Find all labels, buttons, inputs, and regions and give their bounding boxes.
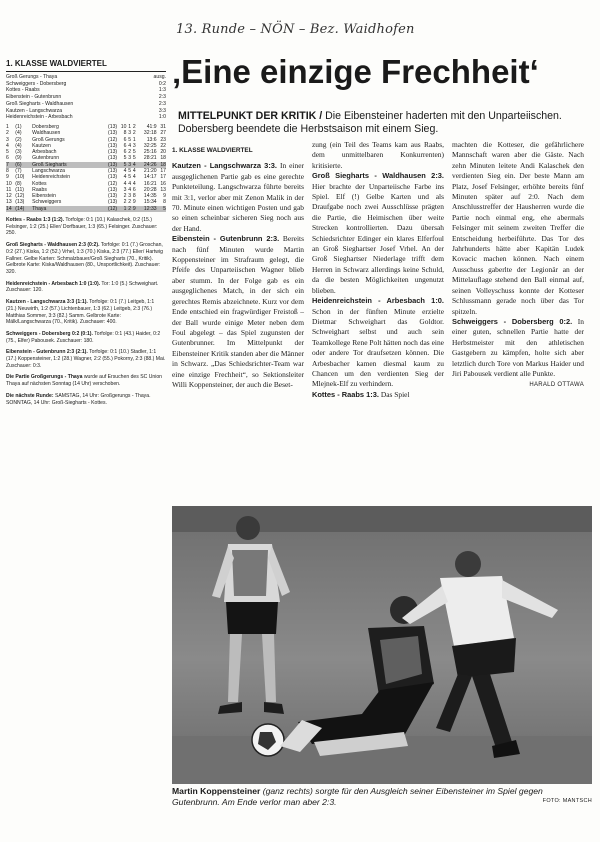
rank: 2	[6, 130, 9, 137]
match-report-body: Torfolge: 0:1 (7.) Leitgeb, 1:1 (21.) Neuwirth, 1:2 (57.) Lichtenbauer, 1:3 (62.) Leitgeb, 2:3 (76.) Matthias Sommer, 3:3 (82.) Samm. Gelbrote Karte: Mälk/Langschwarza (70., Kritik). Zuschauer: 400.	[6, 299, 155, 326]
photo-caption	[172, 786, 592, 808]
fixture-pair: Schweiggers - Dobersberg	[6, 80, 67, 87]
article-column-2	[312, 140, 444, 400]
subhead-kicker: MITTELPUNKT DER KRITIK /	[178, 110, 323, 122]
points: 17	[160, 174, 166, 181]
match-report-body: Tor: 1:0 (5.) Schweighart. Zuschauer: 120.	[6, 280, 159, 294]
team-name: Kottes	[32, 180, 47, 187]
draws: 4	[128, 186, 132, 193]
prev-rank: (1)	[15, 123, 22, 130]
goal-diff: 16:21	[143, 180, 157, 187]
prev-rank: (4)	[15, 142, 22, 149]
rank: 1	[6, 123, 9, 130]
prev-rank: (8)	[15, 180, 22, 187]
match-report-title: Kottes - Raabs 1:3 (1:2).	[6, 217, 65, 224]
headline: ‚Eine einzige Frechheit‘	[172, 53, 539, 90]
losses: 3	[132, 142, 136, 149]
goal-diff: 32:25	[143, 142, 157, 149]
article-column-3	[452, 140, 584, 391]
article-paragraph	[312, 296, 444, 390]
goal-diff: 14:35	[143, 193, 157, 200]
photo-credit: FOTO: MANTSCH	[542, 798, 592, 804]
match-report-title: Heidenreichstein - Arbesbach 1:0 (1:0).	[6, 280, 101, 287]
article-paragraph	[452, 317, 584, 379]
losses: 8	[132, 193, 136, 200]
fixture-row	[6, 87, 166, 94]
match-report	[6, 217, 166, 237]
points: 17	[160, 168, 166, 174]
team-name: Waldhausen	[32, 130, 61, 137]
caption-text: (ganz rechts) sorgte für den Ausgleich seiner Eibensteiner im Spiel gegen Gutenbrunn. Am Ende verlor man aber 2:3.	[172, 786, 543, 807]
wins: 10	[120, 123, 127, 130]
fixture-pair: Groß Gerungs - Thaya	[6, 74, 58, 80]
points: 31	[160, 123, 166, 130]
article-paragraph	[452, 140, 584, 317]
wins: 4	[123, 174, 127, 181]
fixture-pair: Kautzen - Langschwarza	[6, 107, 63, 114]
fixture-result: 2:3	[158, 94, 166, 101]
draws: 2	[128, 205, 132, 212]
losses: 5	[132, 155, 136, 162]
draws: 3	[128, 130, 132, 137]
wins: 3	[123, 186, 127, 193]
wins: 4	[123, 168, 127, 174]
match-report-body: Torfolge: 0:1 (7.) Groschan, 0:2 (27.) Kiska, 1:2 (52.) Vrhel, 1:3 (70.) Kiska, 2:3 (77.) Eller/ Hartwig Fallner. Gelbe Karten: Schmalzbauer/Groß Siegharts (70., Kritik). Gelbrote Karte: Kiska/Waldhausen (80., Unsportlichkeit). Zuschauer: 320.	[6, 242, 163, 275]
paragraph-text: Schon in der fünften Minute erzielte Dietmar Schweighart das Goldtor. Schweighart selbst und auch sein Teamkollege Rene Polt hätten noch das eine oder andere Tor draufsetzen können. Die Arbesbacher kamen diesmal kaum zu Chancen um den verdienten Sieg der Mlejnek-Elf zu verhindern.	[312, 306, 444, 389]
games: (13)	[108, 142, 118, 149]
match-report	[6, 349, 166, 369]
football-action-photo	[172, 506, 592, 784]
team-name: Raabs	[32, 186, 47, 193]
goal-diff: 41:9	[146, 123, 157, 130]
match-report-title: Groß Siegharts - Waldhausen 2:3 (0:2).	[6, 242, 100, 249]
games: (13)	[108, 123, 118, 130]
team-name: Groß Siegharts	[30, 162, 96, 168]
rank: 12	[6, 193, 12, 200]
games: (12)	[108, 180, 118, 187]
football	[252, 724, 284, 756]
match-report-body: wurde auf Ersuchen des SC Union Thaya auf nächsten Sonntag (14 Uhr) verschoben.	[6, 374, 163, 388]
rank: 6	[6, 155, 9, 162]
games: (13)	[108, 186, 118, 193]
draws: 1	[128, 123, 132, 130]
prev-rank: (14)	[15, 206, 30, 212]
team-name: Thaya	[30, 206, 96, 212]
match-report-body: Torfolge: 0:1 (10.) Stadler, 1:1 (17.) Koppensteiner, 1:2 (28.) Wagner, 2:2 (55.) Pokorny, 2:3 (88.) Mai. Zuschauer: 0:3.	[6, 349, 166, 369]
article-paragraph	[312, 390, 444, 400]
losses: 4	[132, 174, 136, 181]
column-kicker: 1. KLASSE WALDVIERTEL	[172, 147, 253, 154]
rank: 11	[6, 186, 12, 193]
fixture-result: 1:0	[158, 114, 166, 121]
rank: 4	[6, 142, 9, 149]
draws: 3	[128, 155, 132, 162]
team-name: Langschwarza	[32, 168, 66, 174]
draws: 3	[128, 193, 132, 200]
goal-diff: 32:18	[143, 130, 157, 137]
match-report	[6, 374, 166, 387]
wins: 4	[123, 180, 127, 187]
match-heading: Schweiggers - Dobersberg 0:2.	[452, 316, 573, 326]
paragraph-text: In einer ausgeglichenen Partie gab es eine gerechte Punkteteilung. Langschwarza führte bereits mit 3:1, verlor aber mit Zenon Malik in der 70. Minute einen wichtigen Posten und gab so einen scheinbar sicheren Sieg noch aus der Hand.	[172, 161, 304, 233]
wins: 6	[123, 149, 127, 156]
games: (13)	[108, 199, 118, 206]
points: 18	[160, 155, 166, 162]
team-name: Kautzen	[32, 142, 51, 149]
games: (13)	[96, 162, 117, 168]
league-table	[6, 124, 166, 212]
fixture-result: ausg.	[153, 74, 166, 80]
subhead-text: Die Eibensteiner haderten mit den Unparteiischen. Dobersberg beendete die Herbstsaison mit einem Sieg.	[178, 110, 562, 135]
team-name: Dobersberg	[32, 123, 59, 130]
draws: 2	[128, 199, 132, 206]
rank: 14	[6, 206, 15, 212]
goal-diff: 24:26	[136, 162, 157, 168]
points: 16	[160, 180, 166, 187]
prev-rank: (6)	[15, 162, 30, 168]
rank: 10	[6, 180, 12, 187]
prev-rank: (11)	[15, 186, 24, 193]
prev-rank: (2)	[15, 136, 22, 143]
games: (13)	[108, 155, 118, 162]
points: 23	[160, 136, 166, 143]
points: 9	[163, 193, 166, 200]
goal-diff: 25:16	[143, 149, 157, 156]
games: (13)	[108, 174, 118, 181]
wins: 8	[123, 130, 127, 137]
fixture-row	[6, 101, 166, 108]
results-sidebar	[6, 58, 166, 560]
subhead	[178, 110, 592, 136]
fixtures-list	[6, 74, 166, 121]
wins: 6	[123, 136, 127, 143]
games: (13)	[108, 149, 118, 156]
wins: 2	[123, 193, 127, 200]
fixture-result: 3:3	[158, 107, 166, 114]
match-report-body: SAMSTAG, 14 Uhr: Großgerungs - Thaya. SONNTAG, 14 Uhr: Groß-Siegharts - Kottes.	[6, 392, 151, 406]
draws: 5	[128, 174, 132, 181]
team-name: Groß Gerungs	[32, 136, 65, 143]
goal-diff: 12:33	[136, 206, 157, 212]
match-photo	[172, 506, 592, 784]
match-heading: Groß Siegharts - Waldhausen 2:3.	[312, 171, 444, 181]
team-name: Heidenreichstein	[32, 174, 71, 181]
byline: HARALD OTTAWA	[529, 382, 584, 389]
rank: 7	[6, 162, 15, 168]
fixture-row	[6, 74, 166, 81]
team-name: Eibenstein	[32, 193, 56, 200]
rank: 5	[6, 149, 9, 156]
match-heading: Kautzen - Langschwarza 3:3.	[172, 161, 277, 171]
match-report-title: Kautzen - Langschwarza 3:3 (1:1).	[6, 299, 88, 306]
fixture-pair: Eibenstein - Gutenbrunn	[6, 94, 62, 101]
handwritten-note: 13. Runde – NÖN – Bez. Waidhofen	[176, 22, 415, 37]
caption-name: Martin Koppensteiner	[172, 786, 261, 796]
fixture-result: 2:3	[158, 100, 166, 107]
losses: 4	[132, 180, 136, 187]
points: 22	[160, 142, 166, 149]
wins: 5	[123, 155, 127, 162]
match-report	[6, 331, 166, 344]
rank: 3	[6, 136, 9, 143]
draws: 2	[128, 149, 132, 156]
draws: 5	[128, 136, 132, 143]
goal-diff: 20:28	[143, 186, 157, 193]
points: 27	[160, 130, 166, 137]
article-paragraph	[172, 234, 304, 390]
losses: 4	[132, 161, 136, 168]
goal-diff: 14:17	[143, 174, 157, 181]
paragraph-text: Das Spiel	[378, 389, 410, 399]
prev-rank: (9)	[15, 155, 22, 162]
losses: 5	[132, 149, 136, 156]
fixture-row	[6, 81, 166, 88]
prev-rank: (7)	[15, 168, 22, 174]
wins: 6	[123, 142, 127, 149]
match-report-title: Eibenstein - Gutenbrunn 2:3 (2:1).	[6, 349, 88, 356]
wins: 5	[117, 162, 126, 168]
team-name: Gutenbrunn	[32, 155, 60, 162]
games: (13)	[108, 168, 118, 174]
match-report-title: Die Partie Großgerungs - Thaya	[6, 374, 83, 381]
table-row	[6, 206, 166, 212]
fixture-result: 1:3	[158, 87, 166, 94]
losses: 4	[132, 168, 136, 174]
rank: 9	[6, 174, 9, 181]
losses: 9	[132, 199, 136, 206]
article-paragraph	[312, 171, 444, 296]
fixture-row	[6, 114, 166, 121]
match-report	[6, 281, 166, 294]
paragraph-text: Hier brachte der Unparteiische Farbe ins Spiel. Elf (!) Gelbe Karten und als Draufgabe noch zwei Ausschlüsse prägten die Partie, die Heimischen über weite Strecken kontrollierten. Dazu übersah Schiedsrichter Edinger ein klares Elferfoul an Groß Sieghartser Josef Vrhel. An der Groß Sieghartser Niederlage trifft dem Herren in Schwarz allerdings keine Schuld, da die besten Möglichkeiten ungenutzt blieben.	[312, 181, 444, 295]
goal-diff: 13:6	[146, 136, 157, 143]
points: 5	[157, 206, 166, 212]
fixture-row	[6, 94, 166, 101]
prev-rank: (10)	[15, 174, 25, 181]
losses: 6	[132, 186, 136, 193]
team-name: Arbesbach	[32, 149, 57, 156]
match-report-body: Torfolge: 0:1 (43.) Haider, 0:2 (75., Elfer) Pabousek. Zuschauer: 180.	[6, 330, 161, 344]
draws: 3	[128, 161, 132, 168]
games: (12)	[96, 206, 117, 212]
match-reports	[6, 217, 166, 406]
match-heading: Eibenstein - Gutenbrunn 2:3.	[172, 234, 280, 244]
goal-diff: 28:21	[143, 155, 157, 162]
league-header: 1. KLASSE WALDVIERTEL	[6, 58, 166, 72]
article-paragraph	[312, 140, 444, 171]
match-report-title: Schweiggers - Dobersberg 0:2 (0:1).	[6, 330, 93, 337]
match-report	[6, 299, 166, 326]
team-name: Schweiggers	[32, 199, 62, 206]
paragraph-text: machten die Kotteser, die gefährlichere Mannschaft waren aber die Gäste. Nach zehn Minuten leitete Andi Kalaschek den verdienten Sieg ein. Der beste Mann am Platz, Josef Felsinger, erhöhte bereits fünf Minuten später auf 2:0. Nach dem Anschlusstreffer der Hausherren wurde die Partie noch einmal eng, ehe abermals Felsinger mit seinem zweiten Treffer die Entscheidung herbeiführte. Das Tor des Jahrhunderts hätte aber Kapitän Ludek Kovacic machen können. Nach einem Ausschuss gaberlte der Legionär an der Mittelauflage stehend den Ball einmal auf, seinen Volleyschuss konnte der Kotteser Schlussmann gerade noch über das Tor spitzeln.	[452, 140, 584, 316]
match-report-body: Torfolge: 0:1 (10.) Kalaschek, 0:2 (15.) Felsinger, 1:2 (25.) Eller/ Dorfbauer, 1:3 (65.) Felsinger. Zuschauer: 250.	[6, 217, 158, 237]
goal-diff: 21:20	[143, 168, 157, 174]
losses: 9	[132, 205, 136, 212]
match-report	[6, 242, 166, 276]
match-heading: Heidenreichstein - Arbesbach 1:0.	[312, 296, 444, 306]
paragraph-text: Bereits nach fünf Minuten wurde Martin Koppensteiner im Strafraum gelegt, die Pfeife des Unparteiischen Wagner blieb aber stumm. In der Folge gab es ein ausgeglichenes Match, in der sich ein gerechtes Remis abzeichnete. Kurz vor dem Ende entschied ein fragwürdiger Freistoß – der Ball wurde einige Meter neben dem Foul abgelegt – das Spiel zugunsten der Gutenbrunner. Im Mittelpunkt der Eibensteiner Kritik standen aber die Männer in Schwarz. „Das Schiedsrichter-Team war eine einzige Frechheit“, so Sektionsleiter Willi Koppensteiner, der auch die Beset-	[172, 234, 304, 389]
fixture-pair: Heidenreichstein - Arbesbach	[6, 114, 73, 121]
match-report-title: Die nächste Runde:	[6, 392, 54, 399]
games: (12)	[108, 136, 118, 143]
losses: 1	[132, 136, 136, 143]
losses: 2	[132, 123, 136, 130]
match-report	[6, 393, 166, 406]
goal-diff: 15:34	[143, 199, 157, 206]
draws: 5	[128, 168, 132, 174]
article-paragraph	[172, 161, 304, 234]
fixture-pair: Groß Siegharts - Waldhausen	[6, 100, 74, 107]
points: 18	[157, 162, 166, 168]
match-heading: Kottes - Raabs 1:3.	[312, 389, 379, 399]
prev-rank: (4)	[15, 130, 22, 137]
paragraph-text: zung (ein Teil des Teams kam aus Raabs, dem unmittelbaren Konkurrenten) kritisierte.	[312, 140, 444, 170]
draws: 4	[128, 142, 132, 149]
points: 8	[163, 199, 166, 206]
prev-rank: (13)	[15, 199, 25, 206]
fixture-row	[6, 108, 166, 115]
prev-rank: (12)	[15, 193, 25, 200]
points: 13	[160, 186, 166, 193]
rank: 8	[6, 168, 9, 174]
losses: 2	[132, 130, 136, 137]
prev-rank: (3)	[15, 149, 22, 156]
fixture-result: 0:2	[158, 80, 166, 87]
games: (13)	[108, 193, 118, 200]
rank: 13	[6, 199, 12, 206]
wins: 2	[123, 199, 127, 206]
draws: 4	[128, 180, 132, 187]
article-column-1	[172, 146, 304, 390]
paragraph-text: In einer guten, schnellen Partie hatte der Herbstmeister mit den athletischen Gastgebern zu kämpfen, holte sich aber letztlich durch Tore von Markus Haider und Jiri Pabousek verdient alle Punkte.	[452, 316, 584, 378]
points: 20	[160, 149, 166, 156]
fixture-pair: Kottes - Raabs	[6, 87, 40, 94]
games: (13)	[108, 130, 118, 137]
wins: 1	[117, 206, 126, 212]
